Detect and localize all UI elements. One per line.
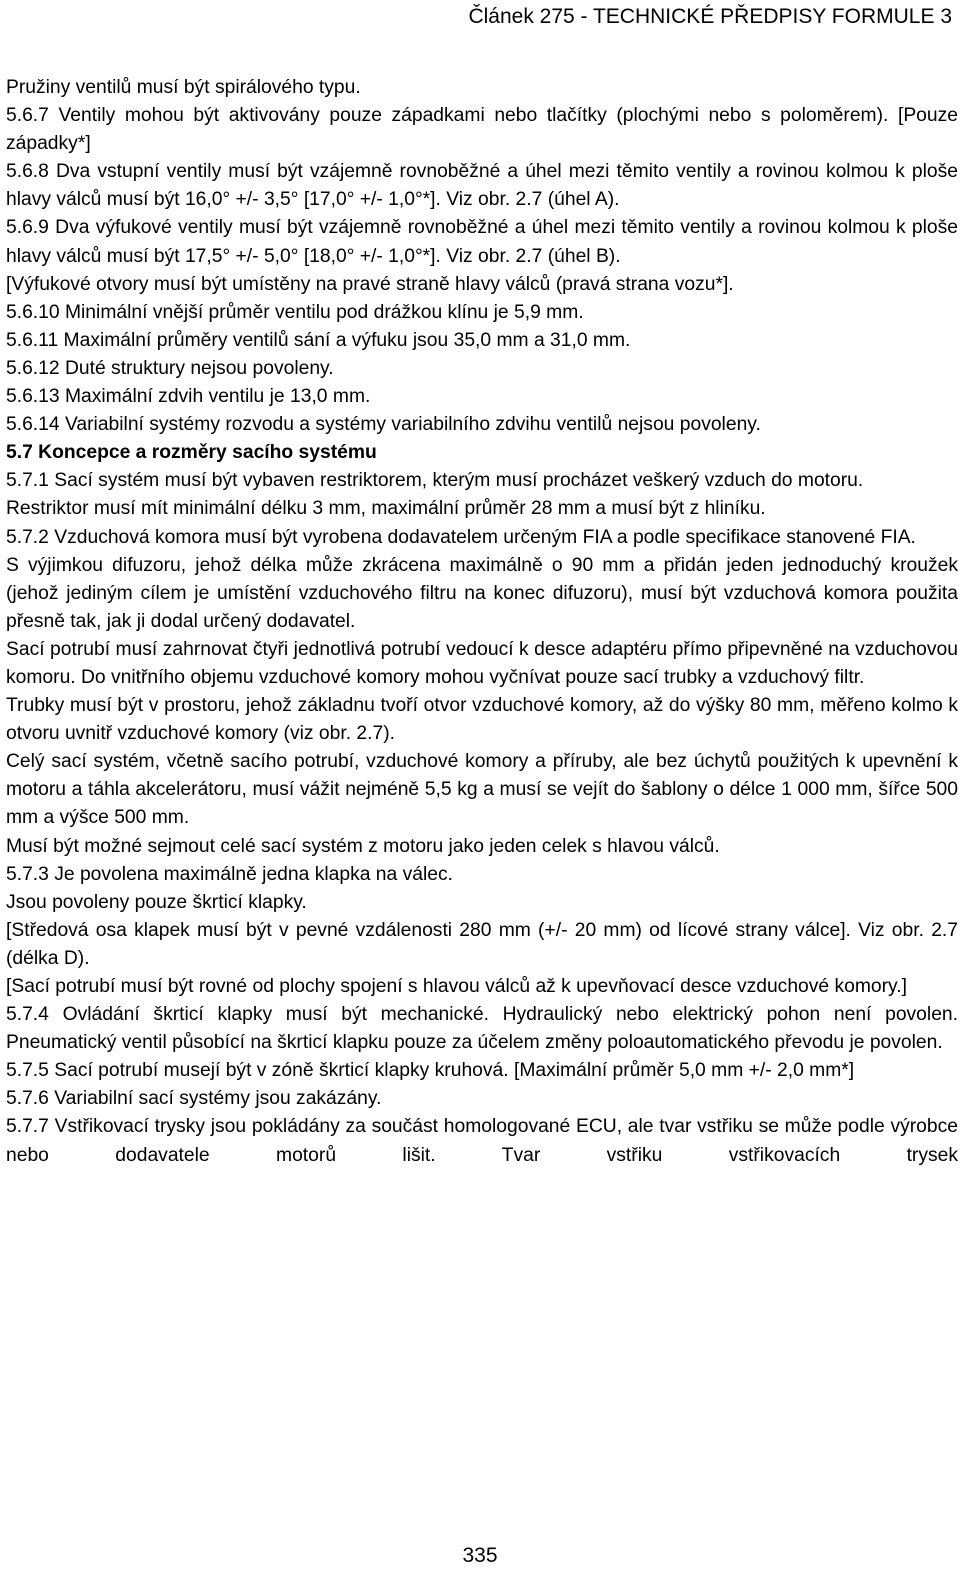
paragraph: 5.6.14 Variabilní systémy rozvodu a systémy variabilního zdvihu ventilů nejsou povoleny.	[6, 414, 761, 436]
paragraph: 5.6.8 Dva vstupní ventily musí být vzájemně rovnoběžné a úhel mezi těmito ventily a rovinou kolmou k ploše hlavy válců musí být 16,0° +/- 3,5° [17,0° +/- 1,0°*]. Viz obr. 2.7 (úhel A).	[6, 161, 958, 211]
page-number: 335	[462, 1544, 498, 1567]
paragraph: 5.7.4 Ovládání škrticí klapky musí být mechanické. Hydraulický nebo elektrický pohon není povolen. Pneumatický ventil působící na škrticí klapku pouze za účelem změny poloautomatického převodu je povolen.	[6, 1004, 958, 1054]
paragraph: 5.7.7 Vstřikovací trysky jsou pokládány za součást homologované ECU, ale tvar vstřiku se může podle výrobce nebo dodavatele motorů lišit. Tvar vstřiku vstřikovacích trysek	[6, 1116, 958, 1166]
paragraph: 5.7.2 Vzduchová komora musí být vyrobena dodavatelem určeným FIA a podle specifikace stanovené FIA.	[6, 526, 916, 548]
paragraph: 5.6.9 Dva výfukové ventily musí být vzájemně rovnoběžné a úhel mezi těmito ventily a rovinou kolmou k ploše hlavy válců musí být 17,5° +/- 5,0° [18,0° +/- 1,0°*]. Viz obr. 2.7 (úhel B).	[6, 217, 958, 267]
paragraph: Jsou povoleny pouze škrticí klapky.	[6, 891, 307, 913]
section-heading: 5.7 Koncepce a rozměry sacího systému	[6, 442, 377, 464]
paragraph: Trubky musí být v prostoru, jehož základnu tvoří otvor vzduchové komory, až do výšky 80 mm, měřeno kolmo k otvoru uvnitř vzduchové komory (viz obr. 2.7).	[6, 695, 958, 745]
paragraph: Restriktor musí mít minimální délku 3 mm, maximální průměr 28 mm a musí být z hliníku.	[6, 498, 766, 520]
paragraph: 5.6.7 Ventily mohou být aktivovány pouze západkami nebo tlačítky (plochými nebo s poloměrem). [Pouze západky*]	[6, 105, 958, 155]
paragraph: [Středová osa klapek musí být v pevné vzdálenosti 280 mm (+/- 20 mm) od lícové strany válce]. Viz obr. 2.7 (délka D).	[6, 919, 958, 969]
paragraph: 5.7.5 Sací potrubí musejí být v zóně škrticí klapky kruhová. [Maximální průměr 5,0 mm +/- 2,0 mm*]	[6, 1060, 855, 1082]
document-body	[6, 74, 958, 1170]
paragraph: Pružiny ventilů musí být spirálového typu.	[6, 77, 361, 98]
paragraph: 5.7.3 Je povolena maximálně jedna klapka na válec.	[6, 863, 453, 885]
paragraph: S výjimkou difuzoru, jehož délka může zkrácena maximálně o 90 mm a přidán jeden jednoduchý kroužek (jehož jediným cílem je umístění vzduchového filtru na konec difuzoru), musí být vzduchová komora použita přesně tak, jak ji dodal určený dodavatel.	[6, 554, 958, 632]
paragraph: [Výfukové otvory musí být umístěny na pravé straně hlavy válců (pravá strana vozu*].	[6, 273, 734, 295]
paragraph: Celý sací systém, včetně sacího potrubí, vzduchové komory a příruby, ale bez úchytů použitých k upevnění k motoru a táhla akcelerátoru, musí vážit nejméně 5,5 kg a musí se vejít do šablony o délce 1 000 mm, šířce 500 mm a výšce 500 mm.	[6, 751, 958, 829]
paragraph: [Sací potrubí musí být rovné od plochy spojení s hlavou válců až k upevňovací desce vzduchové komory.]	[6, 976, 907, 997]
paragraph: Sací potrubí musí zahrnovat čtyři jednotlivá potrubí vedoucí k desce adaptéru přímo připevněné na vzduchovou komoru. Do vnitřního objemu vzduchové komory mohou vyčnívat pouze sací trubky a vzduchový filtr.	[6, 638, 958, 688]
paragraph: 5.7.6 Variabilní sací systémy jsou zakázány.	[6, 1088, 382, 1110]
paragraph: Musí být možné sejmout celé sací systém z motoru jako jeden celek s hlavou válců.	[6, 835, 720, 857]
paragraph: 5.6.10 Minimální vnější průměr ventilu pod drážkou klínu je 5,9 mm.	[6, 301, 584, 323]
paragraph: 5.7.1 Sací systém musí být vybaven restriktorem, kterým musí procházet veškerý vzduch do motoru.	[6, 470, 864, 492]
paragraph: 5.6.11 Maximální průměry ventilů sání a výfuku jsou 35,0 mm a 31,0 mm.	[6, 329, 631, 351]
paragraph: 5.6.12 Duté struktury nejsou povoleny.	[6, 357, 334, 379]
paragraph: 5.6.13 Maximální zdvih ventilu je 13,0 mm.	[6, 386, 371, 408]
page-header: Článek 275 - TECHNICKÉ PŘEDPISY FORMULE 3	[468, 5, 952, 28]
